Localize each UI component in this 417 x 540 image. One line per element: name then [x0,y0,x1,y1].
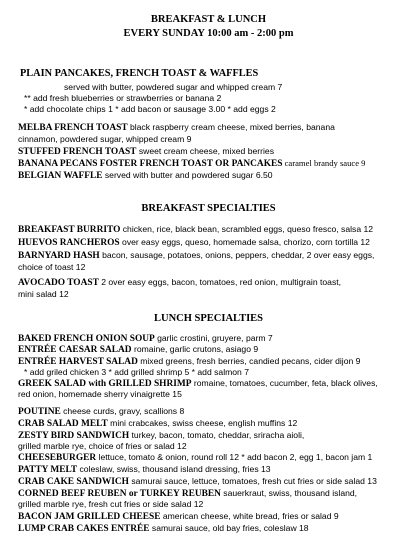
item-desc: over easy eggs, queso, homemade salsa, chorizo, corn tortilla 12 [119,237,370,247]
item-desc: american cheese, white bread, fries or salad 9 [160,511,339,521]
item-name: PATTY MELT [18,465,78,475]
menu-title: BREAKFAST & LUNCH [150,14,267,25]
item-desc: caramel brandy sauce 9 [282,158,366,168]
item-desc: romaine, garlic crutons, asiago 9 [131,344,259,354]
item-desc: bacon, sausage, potatoes, onions, peppers, cheddar, 2 over easy eggs, [99,250,375,260]
menu-item-cheeseburger [18,452,372,463]
pancakes-addon-fruit: ** add fresh blueberries or strawberries or banana 2 [24,93,222,103]
breakfast-specialties-title: BREAKFAST SPECIALTIES [141,203,276,214]
item-desc: chicken, rice, black bean, scrambled eggs, queso fresco, salsa 12 [120,224,374,234]
item-name: STUFFED FRENCH TOAST [18,147,137,157]
item-name: HUEVOS RANCHEROS [18,238,120,248]
item-desc: served with butter and powdered sugar 6.50 [102,170,273,180]
menu-item-crab-melt [18,418,297,429]
menu-item-caesar [18,344,258,355]
item-name: ENTRÉE HARVEST SALAD [18,357,138,367]
item-desc: romaine, tomatoes, cucumber, feta, black olives, [191,378,378,388]
menu-item-hash-cont: choice of toast 12 [18,262,86,272]
item-name: ENTRÉE CAESAR SALAD [18,345,132,355]
item-name: BELGIAN WAFFLE [18,171,103,181]
menu-item-lump-crab [18,523,309,534]
pancakes-title: PLAIN PANCAKES, FRENCH TOAST & WAFFLES [20,68,259,79]
item-desc: coleslaw, swiss, thousand island dressing, fries 13 [77,464,271,474]
menu-item-belgian [18,170,273,181]
item-desc: sauerkraut, swiss, thousand island, [220,488,358,498]
item-desc: cheese curds, gravy, scallions 8 [60,406,185,416]
menu-item-patty-melt [18,464,271,475]
menu-item-harvest [18,356,360,367]
item-desc: mixed greens, fresh berries, candied pecans, cider dijon 9 [137,356,361,366]
item-desc: turkey, bacon, tomato, cheddar, sriracha aioli, [129,430,305,440]
item-name: BARNYARD HASH [18,251,100,261]
menu-item-reuben [18,488,357,499]
pancakes-addon-extras: * add chocolate chips 1 * add bacon or sausage 3.00 * add eggs 2 [24,104,276,114]
item-name: BANANA PECANS FOSTER FRENCH TOAST OR PANCAKES [18,159,283,169]
item-desc: samurai sauce, old bay fries, coleslaw 18 [149,523,309,533]
pancakes-desc: served with butter, powdered sugar and whipped cream 7 [64,82,283,92]
menu-item-greek-cont: red onion, homemade sherry vinaigrette 15 [18,389,182,399]
item-name: CRAB CAKE SANDWICH [18,477,129,487]
menu-item-banana-pecans [18,158,365,169]
item-desc: samurai sauce, lettuce, tomatoes, fresh cut fries or side salad 13 [128,476,377,486]
item-name: AVOCADO TOAST [18,278,99,288]
menu-item-hash [18,250,374,261]
item-name: BREAKFAST BURRITO [18,225,121,235]
menu-item-stuffed [18,146,274,157]
item-name: CRAB SALAD MELT [18,419,108,429]
menu-item-crab-cake-sandwich [18,476,377,487]
item-desc: mini crabcakes, swiss cheese, english muffins 12 [107,418,298,428]
menu-hours: EVERY SUNDAY 10:00 am - 2:00 pm [123,28,294,39]
item-desc: black raspberry cream cheese, mixed berries, banana [127,122,335,132]
menu-item-burrito [18,224,373,235]
menu-item-poutine [18,406,184,417]
menu-item-onion-soup [18,333,273,344]
item-desc: sweet cream cheese, mixed berries [136,146,274,156]
menu-item-zesty-bird [18,430,304,441]
item-name: LUMP CRAB CAKES ENTRÉE [18,524,150,534]
menu-item-avocado-cont: mini salad 12 [18,289,69,299]
item-desc: lettuce, tomato & onion, round roll 12 * add bacon 2, egg 1, bacon jam 1 [96,452,373,462]
item-desc: garlic crostini, gruyere, parm 7 [154,333,273,343]
menu-item-melba-cont: cinnamon, powdered sugar, whipped cream 9 [18,134,192,144]
menu-item-greek [18,378,378,389]
item-name: MELBA FRENCH TOAST [18,123,128,133]
menu-item-zesty-bird-cont: grilled marble rye, choice of fries or salad 12 [18,441,187,451]
item-name: CORNED BEEF REUBEN or TURKEY REUBEN [18,489,221,499]
item-desc: 2 over easy eggs, bacon, tomatoes, red onion, multigrain toast, [98,277,342,287]
menu-item-reuben-cont: grilled marble rye, fresh cut fries or side salad 12 [18,499,204,509]
salad-addons: * add griled chicken 3 * add grilled shrimp 5 * add salmon 7 [24,367,249,377]
item-name: BAKED FRENCH ONION SOUP [18,334,155,344]
menu-item-avocado [18,277,341,288]
item-name: CHEESEBURGER [18,453,97,463]
lunch-specialties-title: LUNCH SPECIALTIES [153,313,264,324]
item-name: GREEK SALAD with GRILLED SHRIMP [18,379,192,389]
item-name: ZESTY BIRD SANDWICH [18,431,130,441]
menu-item-bacon-jam [18,511,339,522]
item-name: BACON JAM GRILLED CHEESE [18,512,161,522]
menu-item-melba [18,122,335,133]
item-name: POUTINE [18,407,61,417]
menu-item-huevos [18,237,370,248]
